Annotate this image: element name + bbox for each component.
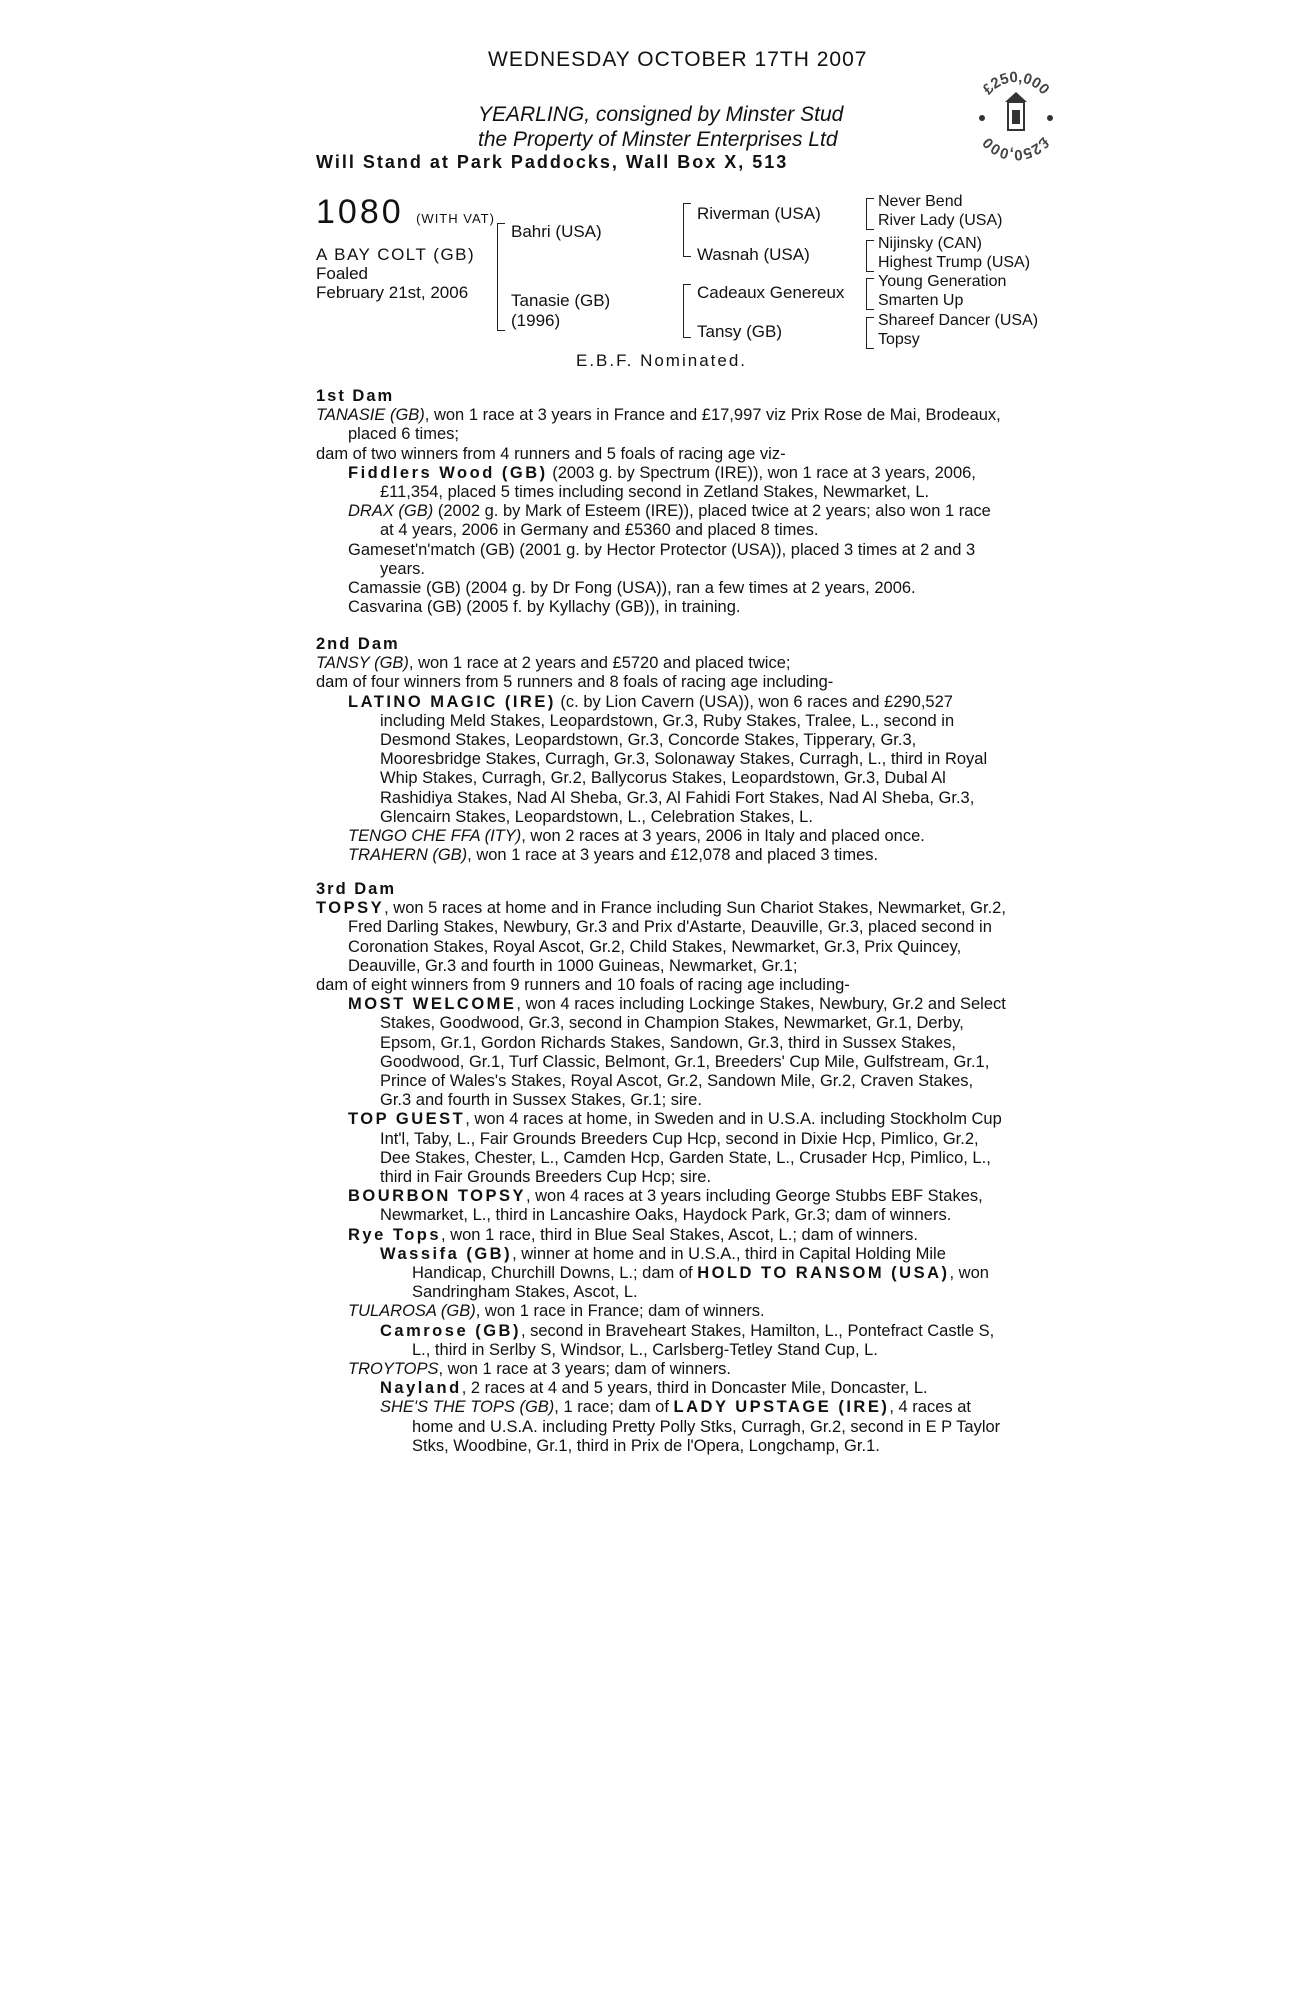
dam-name: Tanasie (GB) xyxy=(511,291,611,310)
nayland-record: , 2 races at 4 and 5 years, third in Doncaster Mile, Doncaster, L. xyxy=(461,1379,928,1398)
nayland-name: Nayland xyxy=(380,1379,462,1398)
latino-magic-name: LATINO MAGIC (IRE) xyxy=(348,692,556,711)
pedigree-brace xyxy=(866,198,874,230)
third-dam-heading: 3rd Dam xyxy=(316,880,397,898)
fiddlers-wood-record: (2003 g. by Spectrum (IRE)), won 1 race at 3 years, 2006, £11,354, placed 5 times including second in Zetland Stakes, Newmarket, L. xyxy=(380,463,976,502)
pedigree-brace xyxy=(683,284,691,338)
bourbon-topsy-record: , won 4 races at 3 years including George Stubbs EBF Stakes, Newmarket, L., third in Lancashire Oaks, Haydock Park, Gr.3; dam of winners. xyxy=(380,1187,983,1225)
foaled-label: Foaled xyxy=(316,264,368,283)
camrose-name: Camrose (GB) xyxy=(380,1321,521,1340)
lot-number-row xyxy=(316,193,495,232)
consignor-line: YEARLING, consigned by Minster Stud xyxy=(478,103,844,126)
fiddlers-wood-name: Fiddlers Wood (GB) xyxy=(348,463,548,482)
third-dam-record: , won 5 races at home and in France including Sun Chariot Stakes, Newmarket, Gr.2, Fred Darling Stakes, Newbury, Gr.3 and Prix d'Astarte, Deauville, Gr.3, placed second in Coronation Stakes, Royal Ascot, Gr.2, Child Stakes, Newmarket, Gr.3, Prix Quincey, Deauville, Gr.3 and fourth in 1000 Guineas, Newmarket, Gr.1; xyxy=(348,899,1006,975)
sire-sire-name: Riverman (USA) xyxy=(697,204,821,223)
seal-price-bottom: £250,000 xyxy=(979,133,1053,162)
latino-magic-record: (c. by Lion Cavern (USA)), won 6 races and £290,527 including Meld Stakes, Leopardstown, Gr.3, Ruby Stakes, Tralee, L., second in Desmond Stakes, Leopardstown, Gr.3, Concorde Stakes, Tipperary, Gr.3, Mooresbridge Stakes, Curragh, Gr.3, Solonaway Stakes, Curragh, L., third in Royal Whip Stakes, Curragh, Gr.2, Ballycorus Stakes, Leopardstown, Gr.3, Dubal Al Rashidiya Stakes, Nad Al Sheba, Gr.3, Al Fahidi Fort Stakes, Nad Al Sheba, Gr.3, Glencairn Stakes, Leopardstown, L., Celebration Stakes, L. xyxy=(380,692,988,826)
first-dam-heading: 1st Dam xyxy=(316,387,395,405)
hold-to-ransom-name: HOLD TO RANSOM (USA) xyxy=(697,1264,950,1283)
third-dam-name: TOPSY xyxy=(316,899,385,918)
rye-tops-record: , won 1 race, third in Blue Seal Stakes, Ascot, L.; dam of winners. xyxy=(441,1225,918,1244)
drax-record: (2002 g. by Mark of Esteem (IRE)), placed twice at 2 years; also won 1 race at 4 years, 2006 in Germany and £5360 and placed 8 times. xyxy=(380,502,991,540)
shes-the-tops-name: SHE'S THE TOPS (GB) xyxy=(380,1398,555,1417)
sire-name: Bahri (USA) xyxy=(511,222,602,241)
camrose-record: , second in Braveheart Stakes, Hamilton, L., Pontefract Castle S, L., third in Serlby S, Windsor, L., Carlsberg-Tetley Stand Cup, L. xyxy=(412,1321,995,1359)
pedigree-brace xyxy=(497,223,505,331)
tengo-che-ffa-record: , won 2 races at 3 years, 2006 in Italy and placed once. xyxy=(521,827,925,846)
svg-text:£250,000 xyxy=(979,134,1052,162)
tengo-che-ffa-name: TENGO CHE FFA (ITY) xyxy=(348,827,522,846)
tularosa-name: TULAROSA (GB) xyxy=(348,1302,476,1321)
dam-dam-name: Tansy (GB) xyxy=(697,322,783,341)
most-welcome-name: MOST WELCOME xyxy=(348,995,517,1014)
lot-number: 1080 xyxy=(316,193,404,231)
horse-description: A BAY COLT (GB) xyxy=(316,245,476,264)
vat-note: (WITH VAT) xyxy=(416,211,495,226)
sire-dam-name: Wasnah (USA) xyxy=(697,245,810,264)
second-dam-name: TANSY (GB) xyxy=(316,654,409,673)
pedigree-brace xyxy=(866,317,874,349)
second-dam-produce-summary: dam of four winners from 5 runners and 8 foals of racing age including- xyxy=(316,673,834,692)
casvarina-record: Casvarina (GB) (2005 f. by Kyllachy (GB)), in training. xyxy=(348,598,741,617)
third-dam-section xyxy=(316,880,1006,1456)
ss-sire-name: Never Bend xyxy=(878,193,963,210)
lady-upstage-name: LADY UPSTAGE (IRE) xyxy=(673,1398,890,1417)
second-dam-section xyxy=(316,635,1006,865)
sale-date: WEDNESDAY OCTOBER 17TH 2007 xyxy=(488,48,868,71)
price-seal-icon xyxy=(970,70,1062,162)
dd-dam-name: Topsy xyxy=(878,331,920,348)
seal-price-top: £250,000 xyxy=(979,70,1053,99)
top-guest-name: TOP GUEST xyxy=(348,1110,466,1129)
second-dam-heading: 2nd Dam xyxy=(316,635,400,653)
rye-tops-name: Rye Tops xyxy=(348,1225,442,1244)
pedigree-brace xyxy=(866,278,874,310)
property-line: the Property of Minster Enterprises Ltd xyxy=(478,128,838,151)
first-dam-section xyxy=(316,387,1006,617)
wassifa-record-a: , winner at home and in U.S.A., third in Capital Holding Mile Handicap, Churchill Downs, L.; dam of xyxy=(412,1244,946,1283)
dam-sire-name: Cadeaux Genereux xyxy=(697,283,845,302)
most-welcome-record: , won 4 races including Lockinge Stakes, Newbury, Gr.2 and Select Stakes, Goodwood, Gr.3, second in Champion Stakes, Newmarket, Gr.1, Derby, Epsom, Gr.1, Gordon Richards Stakes, Sandown, Gr.3, third in Sussex Stakes, Goodwood, Gr.1, Turf Classic, Belmont, Gr.1, Breeders' Cup Mile, Gulfstream, Gr.1, Prince of Wales's Stakes, Royal Ascot, Gr.2, Sandown Mile, Gr.2, Craven Stakes, Gr.3 and fourth in Sussex Stakes, Gr.1; sire. xyxy=(380,995,1006,1110)
dam-foaled-year: (1996) xyxy=(511,311,561,330)
trahern-record: , won 1 race at 3 years and £12,078 and placed 3 times. xyxy=(467,846,879,865)
ds-dam-name: Smarten Up xyxy=(878,292,964,309)
first-dam-record: , won 1 race at 3 years in France and £17,997 viz Prix Rose de Mai, Brodeaux, placed 6 times; xyxy=(348,406,1001,444)
trahern-name: TRAHERN (GB) xyxy=(348,846,468,865)
shes-the-tops-record-b: , 4 races at home and U.S.A. including Pretty Polly Stks, Curragh, Gr.2, second in E P Taylor Stks, Woodbine, Gr.1, third in Prix de l'Opera, Longchamp, Gr.1. xyxy=(412,1398,1001,1455)
pedigree-brace xyxy=(866,240,874,272)
foaled-date: February 21st, 2006 xyxy=(316,283,469,302)
first-dam-produce-summary: dam of two winners from 4 runners and 5 foals of racing age viz- xyxy=(316,444,786,463)
stand-location: Will Stand at Park Paddocks, Wall Box X, 513 xyxy=(316,152,789,172)
ebf-nominated: E.B.F. Nominated. xyxy=(576,351,748,370)
first-dam-name: TANASIE (GB) xyxy=(316,406,425,425)
sd-sire-name: Nijinsky (CAN) xyxy=(878,235,982,252)
bourbon-topsy-name: BOURBON TOPSY xyxy=(348,1187,526,1206)
wassifa-name: Wassifa (GB) xyxy=(380,1244,513,1263)
gameset-record: Gameset'n'match (GB) (2001 g. by Hector Protector (USA)), placed 3 times at 2 and 3 years. xyxy=(348,540,976,578)
camassie-record: Camassie (GB) (2004 g. by Dr Fong (USA)), ran a few times at 2 years, 2006. xyxy=(348,579,916,598)
ds-sire-name: Young Generation xyxy=(878,273,1007,290)
pedigree-brace xyxy=(683,203,691,257)
wassifa-record-b: , won Sandringham Stakes, Ascot, L. xyxy=(412,1264,989,1302)
second-dam-record: , won 1 race at 2 years and £5720 and placed twice; xyxy=(408,654,791,673)
dd-sire-name: Shareef Dancer (USA) xyxy=(878,312,1039,329)
third-dam-produce-summary: dam of eight winners from 9 runners and 10 foals of racing age including- xyxy=(316,976,850,995)
shes-the-tops-record-a: , 1 race; dam of xyxy=(554,1398,674,1417)
top-guest-record: , won 4 races at home, in Sweden and in U.S.A. including Stockholm Cup Int'l, Taby, L., Fair Grounds Breeders Cup Hcp, second in Dixie Hcp, Pimlico, Gr.2, Dee Stakes, Chester, L., Camden Hcp, Garden State, L., Crusader Hcp, Pimlico, L., third in Fair Grounds Breeders Cup Hcp; sire. xyxy=(380,1110,1002,1187)
sd-dam-name: Highest Trump (USA) xyxy=(878,254,1031,271)
ss-dam-name: River Lady (USA) xyxy=(878,212,1003,229)
troytops-name: TROYTOPS xyxy=(348,1360,439,1379)
troytops-record: , won 1 race at 3 years; dam of winners. xyxy=(438,1360,732,1379)
tularosa-record: , won 1 race in France; dam of winners. xyxy=(475,1302,765,1321)
drax-name: DRAX (GB) xyxy=(348,502,434,521)
